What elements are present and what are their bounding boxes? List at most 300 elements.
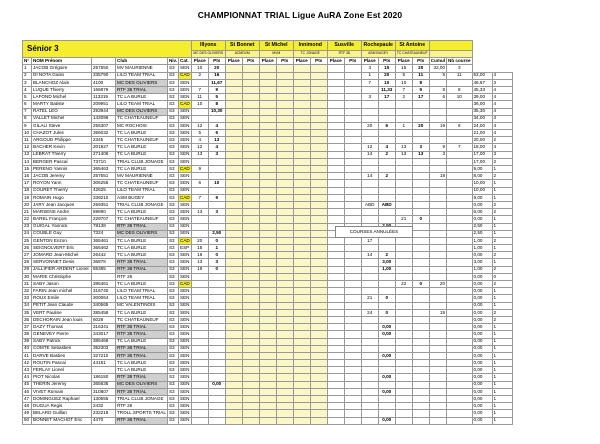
cell-num: 42 xyxy=(23,360,32,367)
cell-pts xyxy=(276,360,293,367)
cell-place xyxy=(191,381,208,388)
cell-pts xyxy=(378,302,395,309)
cell-pts xyxy=(242,309,259,316)
table-row xyxy=(23,130,513,137)
cell-pts xyxy=(276,201,293,208)
cell-name: ARGOUD Philippe xyxy=(32,137,92,144)
cell-place xyxy=(361,374,378,381)
cell-niv: S3 xyxy=(167,180,178,187)
cell-place: 17 xyxy=(361,237,378,244)
cell-pts: 2 xyxy=(378,151,395,158)
cell-cat: SEN xyxy=(180,352,190,358)
cell-name: COUBLE Guy xyxy=(32,230,92,237)
cell-place xyxy=(293,173,310,180)
cell-place xyxy=(225,396,242,403)
cell-courses xyxy=(447,410,472,417)
cell-pts: 3 xyxy=(208,259,225,266)
cell-name: SABY Patrick xyxy=(32,338,92,345)
cell-niv: S3 xyxy=(167,173,178,180)
cell-pts xyxy=(276,130,293,137)
table-row xyxy=(23,79,513,86)
cell-place xyxy=(395,180,412,187)
cell-pts xyxy=(344,281,361,288)
cell-place: 7 xyxy=(361,79,378,86)
cell-place xyxy=(191,288,208,295)
cell-courses xyxy=(447,417,472,424)
table-row xyxy=(23,151,513,158)
undefined: 3,00 xyxy=(472,259,492,266)
cell-pts xyxy=(344,158,361,165)
undefined: 1 xyxy=(492,396,512,403)
cell-place xyxy=(327,396,344,403)
cell-pts xyxy=(344,187,361,194)
cell-courses: 3 xyxy=(447,65,472,72)
cell-place xyxy=(395,345,412,352)
table-row xyxy=(23,173,513,180)
cell-place xyxy=(293,144,310,151)
cell-place: 5 xyxy=(191,130,208,137)
cell-place xyxy=(225,94,242,101)
cell-pts xyxy=(276,288,293,295)
cell-place xyxy=(395,309,412,316)
cell-pts xyxy=(242,410,259,417)
cell-pts xyxy=(344,374,361,381)
cell-place xyxy=(259,101,276,108)
undefined: 1 xyxy=(492,223,512,230)
cell-licence: 365635 xyxy=(92,381,116,388)
cell-place xyxy=(225,122,242,129)
undefined: 10,00 xyxy=(472,180,492,187)
cell-pts xyxy=(242,173,259,180)
cell-pts xyxy=(310,137,327,144)
cell-niv: S3 xyxy=(167,201,178,208)
venue-club: TC JONAGE xyxy=(293,51,327,58)
cell-licence: 300064 xyxy=(92,295,116,302)
cell-pts xyxy=(344,194,361,201)
cell-name: DAZY Thomas xyxy=(32,324,92,331)
cell-num: 6 xyxy=(23,101,32,108)
undefined: 1 xyxy=(492,338,512,345)
cell-place xyxy=(225,108,242,115)
cell-place xyxy=(327,237,344,244)
cell-name: MARTY Batiste xyxy=(32,101,92,108)
cell-cumul xyxy=(429,194,446,201)
cell-name: BERGER Pascal xyxy=(32,158,92,165)
table-row xyxy=(23,201,513,208)
cell-niv: S3 xyxy=(167,115,178,122)
cell-pts xyxy=(310,403,327,410)
cell-name: CHAZOT Jules xyxy=(32,130,92,137)
table-row xyxy=(23,72,513,79)
cell-pts: 0,00 xyxy=(378,374,395,381)
cell-place xyxy=(293,331,310,338)
venue-name: St Antoine xyxy=(395,41,429,51)
cell-place: 24 xyxy=(361,309,378,316)
cell-pts xyxy=(276,273,293,280)
cell-pts xyxy=(310,352,327,359)
cell-place xyxy=(293,367,310,374)
cell-num: 25 xyxy=(23,237,32,244)
cell-name: VIVET Romain xyxy=(32,388,92,395)
cell-pts xyxy=(310,108,327,115)
cell-place xyxy=(259,295,276,302)
cell-place xyxy=(259,273,276,280)
cell-place xyxy=(259,388,276,395)
cell-num: 1 xyxy=(23,65,32,72)
col-pts: Pts xyxy=(344,58,361,65)
cell-courses xyxy=(447,223,472,230)
cell-place xyxy=(327,173,344,180)
cell-club: RTF 38 TRIAL xyxy=(116,417,168,424)
cell-cat: SEN xyxy=(180,359,190,365)
cell-courses xyxy=(447,259,472,266)
undefined: 1 xyxy=(492,360,512,367)
cell-place xyxy=(191,173,208,180)
cell-niv: S3 xyxy=(167,94,178,101)
category-label: Sénior 3 xyxy=(23,41,192,58)
cell-place xyxy=(293,388,310,395)
cell-pts xyxy=(412,316,429,323)
cell-pts xyxy=(344,79,361,86)
cell-place xyxy=(191,158,208,165)
cell-pts xyxy=(344,144,361,151)
cell-place xyxy=(293,223,310,230)
cell-club: MC ROCHOIS xyxy=(116,122,168,129)
table-row xyxy=(23,209,513,216)
cell-place xyxy=(395,352,412,359)
cell-place xyxy=(191,417,208,424)
cell-place xyxy=(361,108,378,115)
cell-place xyxy=(361,273,378,280)
cell-cat: SEN xyxy=(180,158,190,164)
cell-place xyxy=(259,216,276,223)
cell-name: COMTE Sebastien xyxy=(32,345,92,352)
undefined: 4 xyxy=(492,122,512,129)
cell-pts xyxy=(412,130,429,137)
cell-place xyxy=(259,122,276,129)
undefined: 0,00 xyxy=(472,345,492,352)
cell-pts xyxy=(344,94,361,101)
undefined: 2 xyxy=(492,173,512,180)
cell-cumul: 32,00 xyxy=(429,65,446,72)
cell-cat: SEN xyxy=(180,223,190,229)
cell-pts xyxy=(344,101,361,108)
undefined: 21,00 xyxy=(472,130,492,137)
cell-club: TRIAL CLUB JONAGE xyxy=(116,201,168,208)
cell-pts xyxy=(310,302,327,309)
cell-pts: 10,30 xyxy=(208,108,225,115)
cell-pts xyxy=(344,86,361,93)
cell-place xyxy=(293,237,310,244)
cell-pts xyxy=(412,101,429,108)
cell-place xyxy=(293,352,310,359)
col-pts: Pts xyxy=(378,58,395,65)
cell-pts: 4 xyxy=(378,144,395,151)
undefined: 1 xyxy=(492,302,512,309)
cell-place xyxy=(225,295,242,302)
cell-name: JALLIFIER ARDENT Lionel xyxy=(32,266,92,273)
cell-place xyxy=(259,352,276,359)
cell-pts xyxy=(242,115,259,122)
cell-pts xyxy=(242,316,259,323)
cell-pts xyxy=(378,180,395,187)
cell-place: 10 xyxy=(395,79,412,86)
cell-place xyxy=(395,417,412,424)
cell-place: 2 xyxy=(191,72,208,79)
cell-place xyxy=(361,324,378,331)
undefined: 0,00 xyxy=(472,316,492,323)
cell-place xyxy=(395,396,412,403)
cell-pts xyxy=(208,388,225,395)
cell-name: FERLAY Lionel xyxy=(32,367,92,374)
cell-place xyxy=(327,94,344,101)
cell-pts xyxy=(344,72,361,79)
undefined: 0,00 xyxy=(472,324,492,331)
cell-num: 40 xyxy=(23,345,32,352)
cell-num: 23 xyxy=(23,223,32,230)
cell-cat: SEN xyxy=(180,144,190,150)
cancelled-note: COURSES ANNULÉES xyxy=(335,226,413,238)
cell-place xyxy=(225,259,242,266)
cell-pts xyxy=(242,403,259,410)
cell-place xyxy=(225,381,242,388)
cell-place xyxy=(191,187,208,194)
cell-place xyxy=(259,180,276,187)
cell-place xyxy=(293,115,310,122)
cell-place: 12 xyxy=(361,144,378,151)
undefined: 1 xyxy=(492,230,512,237)
cell-name: BONNET MACHOT Eric xyxy=(32,417,92,424)
cell-num: 4 xyxy=(23,86,32,93)
cell-place xyxy=(259,259,276,266)
cell-name: JACOB Grégoire xyxy=(32,65,92,72)
venue-name: Illyons xyxy=(191,41,225,51)
header-spacer xyxy=(429,51,472,58)
cell-place xyxy=(293,79,310,86)
cell-place xyxy=(225,137,242,144)
cell-name: DECHORAIN Jean louis xyxy=(32,316,92,323)
cell-pts: 17 xyxy=(378,94,395,101)
cell-place xyxy=(259,345,276,352)
cell-place xyxy=(395,266,412,273)
cell-place xyxy=(361,316,378,323)
cell-num: 44 xyxy=(23,374,32,381)
cell-num: 11 xyxy=(23,137,32,144)
venue-club: ACMDVM xyxy=(225,51,259,58)
cell-place xyxy=(395,381,412,388)
cell-cat: SEN xyxy=(180,309,190,315)
cell-num: 48 xyxy=(23,403,32,410)
cell-club: RTF 26 xyxy=(116,273,168,280)
cell-club: RTF 38 TRIAL xyxy=(116,223,168,230)
table-row xyxy=(23,381,513,388)
cell-cat: SEN xyxy=(180,65,190,71)
cell-pts xyxy=(378,166,395,173)
undefined: 0,00 xyxy=(472,410,492,417)
undefined: 4 xyxy=(492,130,512,137)
cell-cumul xyxy=(429,115,446,122)
cell-courses xyxy=(447,151,472,158)
cell-cat: CAD xyxy=(180,194,190,200)
cell-licence: 335790 xyxy=(92,72,116,79)
cell-cumul xyxy=(429,130,446,137)
cell-pts xyxy=(310,86,327,93)
cell-place: 10 xyxy=(191,101,208,108)
cell-cumul xyxy=(429,223,446,230)
cell-place: 22 xyxy=(395,281,412,288)
cell-place xyxy=(259,223,276,230)
cell-name: PETIT Jean Claude xyxy=(32,302,92,309)
cell-place xyxy=(259,79,276,86)
cell-place xyxy=(327,201,344,208)
cell-place xyxy=(361,410,378,417)
cell-cumul xyxy=(429,302,446,309)
cell-pts: 3 xyxy=(208,151,225,158)
undefined: 0,00 xyxy=(472,302,492,309)
cell-pts xyxy=(242,331,259,338)
cell-place xyxy=(191,201,208,208)
cell-pts xyxy=(378,137,395,144)
cell-place: 13 xyxy=(395,144,412,151)
cell-pts xyxy=(378,158,395,165)
cell-pts xyxy=(242,302,259,309)
cell-licence: 327210 xyxy=(92,352,116,359)
cell-place xyxy=(395,288,412,295)
cell-place xyxy=(327,144,344,151)
cell-place xyxy=(191,309,208,316)
cell-pts xyxy=(378,367,395,374)
cell-place xyxy=(327,108,344,115)
cell-pts xyxy=(208,417,225,424)
cell-place xyxy=(225,410,242,417)
undefined: 1 xyxy=(492,417,512,424)
cell-pts xyxy=(276,381,293,388)
cell-niv: S3 xyxy=(167,230,178,237)
cell-place xyxy=(361,216,378,223)
cell-pts xyxy=(378,237,395,244)
cell-num: 34 xyxy=(23,302,32,309)
cell-cumul xyxy=(429,316,446,323)
cell-place: 15 xyxy=(395,65,412,72)
cell-pts xyxy=(276,367,293,374)
cell-pts xyxy=(412,302,429,309)
cell-cat: SEN xyxy=(180,395,190,401)
table-row xyxy=(23,166,513,173)
cell-cumul xyxy=(429,403,446,410)
cell-club: TC CHATEAUNEUF xyxy=(116,137,168,144)
cell-pts xyxy=(242,187,259,194)
cell-courses: 10 xyxy=(447,94,472,101)
cell-pts xyxy=(412,194,429,201)
col-pts: Pts xyxy=(412,58,429,65)
cell-club: TC LA BURLE xyxy=(116,144,168,151)
cell-pts xyxy=(412,173,429,180)
col-courses: Nb course xyxy=(448,57,471,63)
cell-courses xyxy=(447,288,472,295)
cell-niv: S3 xyxy=(167,367,178,374)
cell-place xyxy=(225,417,242,424)
cell-place xyxy=(191,403,208,410)
undefined: 2,50 xyxy=(472,223,492,230)
cell-place xyxy=(395,237,412,244)
cell-pts xyxy=(242,122,259,129)
cell-pts xyxy=(310,410,327,417)
cell-num: 29 xyxy=(23,266,32,273)
undefined: 0,00 xyxy=(472,252,492,259)
cell-licence: 4470 xyxy=(92,417,116,424)
cell-pts xyxy=(310,223,327,230)
undefined: 0,00 xyxy=(472,417,492,424)
cell-place xyxy=(395,108,412,115)
cell-name: BELARD Guillan xyxy=(32,410,92,417)
undefined: 0,00 xyxy=(472,338,492,345)
column-header-row xyxy=(23,58,513,65)
cell-place xyxy=(225,151,242,158)
cell-place xyxy=(293,230,310,237)
cell-pts xyxy=(344,352,361,359)
undefined: 1,00 xyxy=(472,245,492,252)
cell-place xyxy=(361,166,378,173)
cell-pts xyxy=(310,360,327,367)
col-pts: Pts xyxy=(276,58,293,65)
cell-place xyxy=(293,266,310,273)
cell-courses xyxy=(447,388,472,395)
cell-place xyxy=(225,201,242,208)
cell-licence: 78138 xyxy=(92,223,116,230)
cell-pts xyxy=(344,295,361,302)
cell-niv: S3 xyxy=(167,360,178,367)
cell-place xyxy=(293,86,310,93)
cell-cat: SEN xyxy=(180,345,190,351)
col-cumul: Cumul xyxy=(430,57,446,63)
cell-place xyxy=(191,115,208,122)
undefined: 20,00 xyxy=(472,137,492,144)
cell-name: LAFOND Michel xyxy=(32,94,92,101)
cell-niv: S3 xyxy=(167,209,178,216)
cell-place xyxy=(225,367,242,374)
cell-place: 13 xyxy=(191,209,208,216)
cell-place xyxy=(259,245,276,252)
cell-place xyxy=(361,259,378,266)
cell-place: 15 xyxy=(191,245,208,252)
cell-place: 7 xyxy=(395,86,412,93)
undefined: 1 xyxy=(492,216,512,223)
cell-place xyxy=(225,79,242,86)
cell-num: 36 xyxy=(23,316,32,323)
cell-club: TC LA BURLE xyxy=(116,209,168,216)
table-row xyxy=(23,345,513,352)
cell-place xyxy=(327,158,344,165)
cell-place xyxy=(191,338,208,345)
cell-pts xyxy=(378,245,395,252)
cell-pts xyxy=(276,245,293,252)
cell-cumul xyxy=(429,367,446,374)
undefined: 0,00 xyxy=(472,360,492,367)
cell-licence: 385461 xyxy=(92,281,116,288)
cell-place xyxy=(293,381,310,388)
cell-cumul xyxy=(429,79,446,86)
cell-pts xyxy=(242,374,259,381)
cell-place xyxy=(293,309,310,316)
cell-place xyxy=(191,230,208,237)
venue-club: MVM xyxy=(259,51,293,58)
cell-name: THERIN Jeremy xyxy=(32,381,92,388)
cell-pts xyxy=(310,158,327,165)
cell-pts xyxy=(242,158,259,165)
cell-pts xyxy=(276,209,293,216)
cell-place xyxy=(361,266,378,273)
col-place: Place xyxy=(361,58,378,65)
